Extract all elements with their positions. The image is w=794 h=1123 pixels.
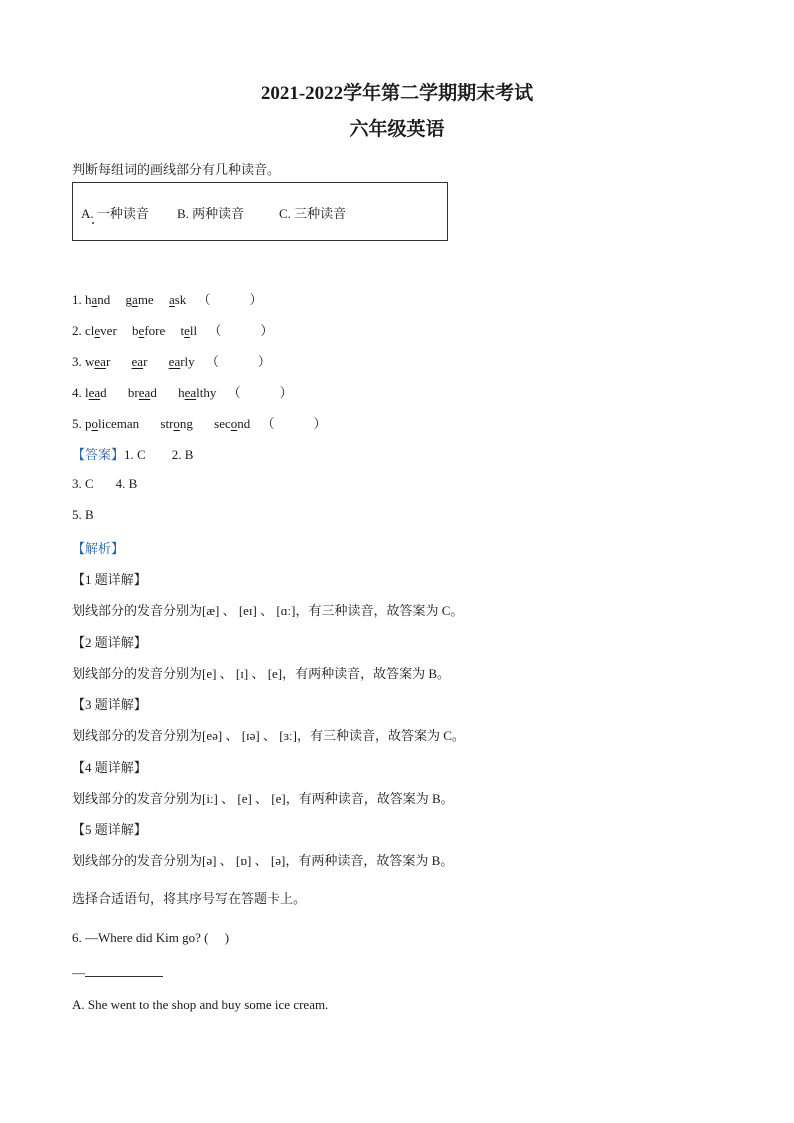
answer-row-3: 5. B [72,507,94,522]
analysis-tag: 【解析】 [72,541,125,556]
section2-instruction: 选择合适语句，将其序号写在答题卡上。 [72,891,307,906]
answer-tag: 【答案】 [72,447,125,462]
question-2: 2. clever before tell （ ） [72,320,273,339]
analysis-head-2: 【2 题详解】 [72,635,147,650]
option-c: C. 三种读音 [279,206,347,221]
answer-line-6: — [72,964,163,981]
section1-instruction: 判断每组词的画线部分有几种读音。 [72,162,281,177]
option-a: A. 一种读音 [81,206,149,221]
page-title: 2021-2022学年第二学期期末考试 [260,83,534,104]
question-6: 6. —Where did Kim go? ( ) [72,930,230,945]
analysis-text-3: 划线部分的发音分别为[eə] 、 [ɪə] 、 [ɜː]，有三种读音，故答案为 C。 [72,728,465,743]
answer-blank: （ ） [261,416,327,431]
question-5: 5. policeman strong second （ ） [72,413,327,432]
options-box [72,182,448,241]
analysis-text-1: 划线部分的发音分别为[æ] 、 [eɪ] 、 [ɑː]，有三种读音，故答案为 C。 [72,603,464,618]
answer-blank: （ ） [227,385,293,400]
answer-blank: （ ） [197,292,263,307]
analysis-text-5: 划线部分的发音分别为[ə] 、 [ɒ] 、 [ə]，有两种读音，故答案为 B。 [72,853,454,868]
analysis-text-2: 划线部分的发音分别为[e] 、 [ɪ] 、 [e]，有两种读音，故答案为 B。 [72,666,451,681]
analysis-head-4: 【4 题详解】 [72,760,147,775]
analysis-head-3: 【3 题详解】 [72,697,147,712]
analysis-text-4: 划线部分的发音分别为[iː] 、 [e] 、 [e]，有两种读音，故答案为 B。 [72,791,454,806]
stray-dot [92,222,94,224]
answer-row-1: 【答案】1. C 2. B [72,447,194,462]
question-1: 1. hand game ask （ ） [72,289,263,308]
answer-row-2: 3. C 4. B [72,476,138,491]
question-3: 3. wear ear early （ ） [72,351,271,370]
analysis-head-5: 【5 题详解】 [72,822,147,837]
analysis-head-1: 【1 题详解】 [72,572,147,587]
fill-blank-line [85,964,163,977]
option-b: B. 两种读音 [177,206,245,221]
question-4: 4. lead bread healthy （ ） [72,382,293,401]
option-6a: A. She went to the shop and buy some ice cream. [72,997,329,1012]
answer-blank: （ ） [205,354,271,369]
page-subtitle: 六年级英语 [349,119,445,140]
answer-blank: （ ） [208,323,274,338]
